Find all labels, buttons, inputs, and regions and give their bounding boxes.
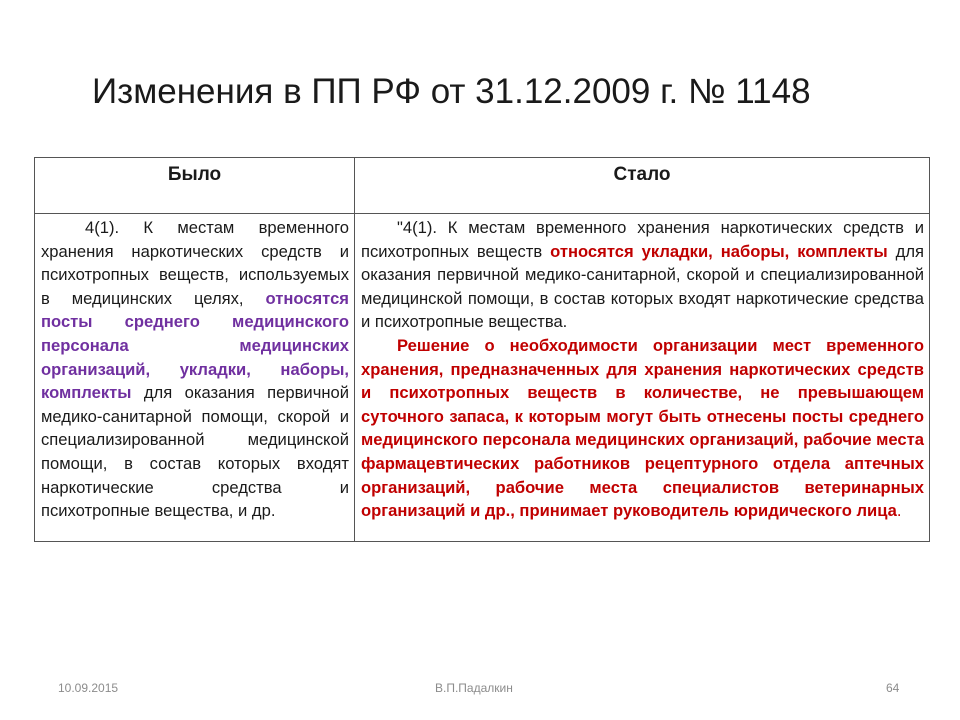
header-before: Было xyxy=(35,158,355,214)
comparison-table xyxy=(34,157,930,542)
after-paragraph-1 xyxy=(361,216,924,334)
cell-after xyxy=(355,214,930,542)
after-text-1: "4(1). К местам временного хранения наркотических средств и психотропных веществ xyxy=(361,218,924,261)
before-text-1: 4(1). К местам временного хранения наркотических средств и психотропных веществ, используемых в медицинских целях, xyxy=(41,218,349,308)
before-paragraph xyxy=(41,216,349,523)
after-end-dot: . xyxy=(896,501,902,521)
footer-author: В.П.Падалкин xyxy=(435,681,513,695)
before-text-2: для оказания первичной медико-санитарной помощи, скорой и специализированной медицинской помощи, в состав которых входят наркотические средства и психотропные вещества, и др. xyxy=(41,383,349,521)
header-after: Стало xyxy=(355,158,930,214)
before-highlight: относятся посты среднего медицинского персонала медицинских организаций, укладки, наборы, комплекты xyxy=(41,288,349,403)
footer-page-number: 64 xyxy=(886,681,900,695)
table-header-row xyxy=(35,158,930,214)
after-highlight-2: Решение о необходимости организации мест временного хранения, предназначенных для хранения наркотических средств и психотропных веществ в количестве, не превышающем суточного запаса, к которым могут быть отнесены посты среднего медицинского персонала медицинских организаций, рабочие места фармацевтических работников рецептурного отдела аптечных организаций, рабочие места специалистов ветеринарных организаций и др., принимает руководитель юридического лица xyxy=(361,335,924,521)
after-highlight-1: относятся укладки, наборы, комплекты xyxy=(550,241,888,261)
after-paragraph-2 xyxy=(361,334,924,523)
slide-title: Изменения в ПП РФ от 31.12.2009 г. № 1148 xyxy=(92,72,811,111)
footer-date: 10.09.2015 xyxy=(58,681,119,695)
cell-before xyxy=(35,214,355,542)
table-row xyxy=(35,214,930,542)
after-text-2: для оказания первичной медико-санитарной, скорой и специализированной медицинской помощи, в состав которых входят наркотические средства и психотропные вещества. xyxy=(361,241,924,332)
